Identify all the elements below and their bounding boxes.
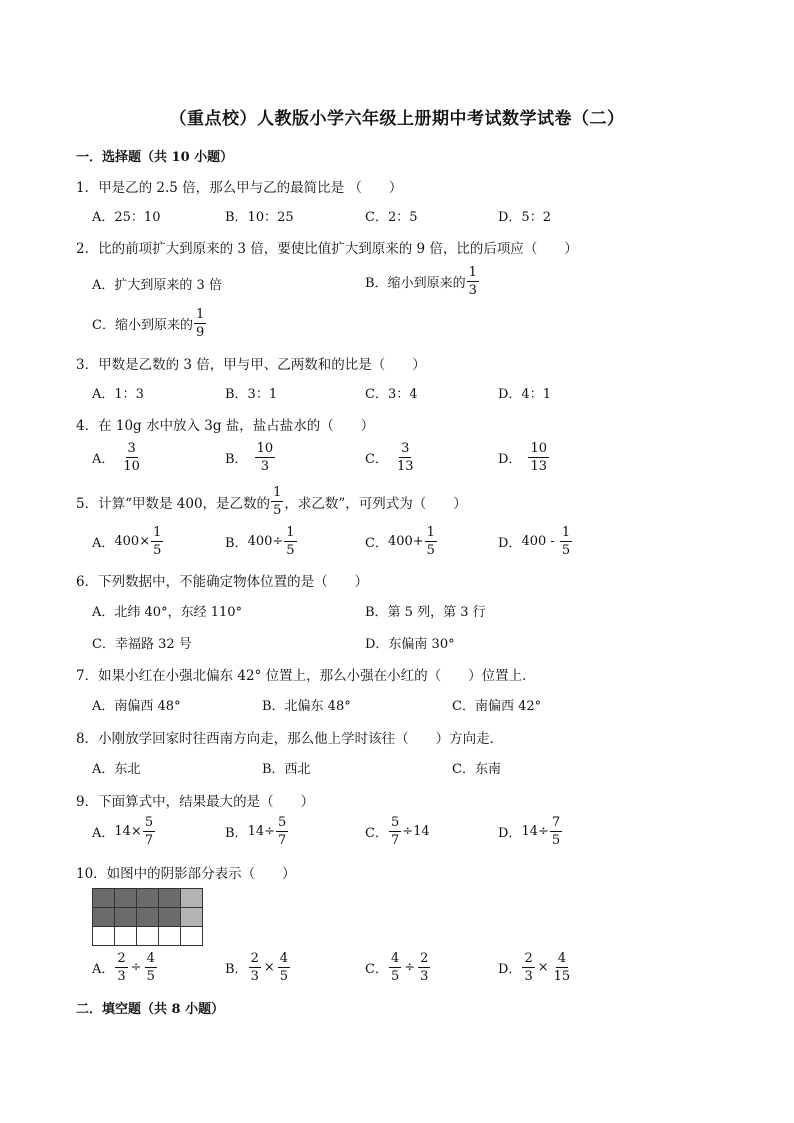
q8-option-b: B．西北 xyxy=(262,762,311,777)
denominator: 13 xyxy=(396,459,414,474)
option-label: D． xyxy=(498,536,522,551)
option-expr: 14× xyxy=(114,824,142,839)
question-8: 8．小刚放学回家时往西南方向走，那么他上学时该往（ ）方向走． xyxy=(76,731,504,747)
option-expr: ÷14 xyxy=(402,824,430,839)
grid-cell-empty xyxy=(115,927,137,946)
grid-cell-shaded xyxy=(137,889,159,908)
q5-option-a xyxy=(92,526,164,557)
denominator: 7 xyxy=(390,833,400,848)
option-expr: 14÷ xyxy=(247,824,275,839)
q9-option-c xyxy=(365,816,430,847)
q10-option-b xyxy=(225,952,291,983)
q5-option-d xyxy=(498,526,573,557)
option-label: B． xyxy=(225,962,248,977)
fraction xyxy=(284,526,296,557)
question-text: ，求乙数”，可列式为（ ） xyxy=(284,495,467,512)
numerator: 2 xyxy=(117,951,126,966)
denominator: 7 xyxy=(278,833,287,848)
numerator: 4 xyxy=(146,951,155,966)
option-label: D． xyxy=(498,962,522,977)
denominator: 3 xyxy=(468,283,477,298)
option-label: D． xyxy=(498,826,522,841)
fraction xyxy=(271,486,283,517)
question-4: 4．在 10g 水中放入 3g 盐，盐占盐水的（ ） xyxy=(76,418,375,434)
q1-option-a: A．25：10 xyxy=(92,210,161,225)
numerator: 1 xyxy=(153,525,162,540)
question-5 xyxy=(76,486,467,517)
fraction xyxy=(552,952,573,983)
q4-option-c xyxy=(365,442,417,473)
denominator: 13 xyxy=(530,459,547,474)
question-10: 10．如图中的阴影部分表示（ ） xyxy=(76,866,296,882)
fraction xyxy=(467,266,479,297)
q1-option-d: D．5：2 xyxy=(498,210,551,225)
denominator: 5 xyxy=(551,833,561,848)
option-expr: 14÷ xyxy=(521,824,549,839)
q6-option-b: B．第 5 列，第 3 行 xyxy=(365,605,486,620)
q6-option-c: C．幸福路 32 号 xyxy=(92,637,192,652)
question-6: 6．下列数据中，不能确定物体位置的是（ ） xyxy=(76,574,369,590)
denominator: 7 xyxy=(144,833,154,848)
numerator: 10 xyxy=(256,441,274,456)
fraction xyxy=(425,526,437,557)
q4-option-a xyxy=(92,442,143,473)
option-label: A． xyxy=(92,962,115,977)
numerator: 1 xyxy=(273,485,282,500)
option-label: B． xyxy=(225,452,248,467)
section-heading-choice: 一．选择题（共 10 小题） xyxy=(76,150,234,165)
fraction xyxy=(151,526,163,557)
q2-option-b xyxy=(365,266,480,297)
q10-option-d xyxy=(498,952,573,983)
q1-option-c: C．2：5 xyxy=(365,210,418,225)
numerator: 1 xyxy=(468,265,477,280)
option-label: B． xyxy=(225,536,248,551)
q8-option-a: A．东北 xyxy=(92,762,141,777)
numerator: 10 xyxy=(530,441,547,456)
numerator: 3 xyxy=(127,441,136,456)
numerator: 1 xyxy=(426,525,435,540)
grid-cell-light xyxy=(181,908,203,927)
option-label: B． xyxy=(225,826,248,841)
fraction xyxy=(121,442,142,473)
shaded-grid-figure xyxy=(92,888,203,946)
denominator: 3 xyxy=(420,969,429,984)
grid-cell-empty xyxy=(137,927,159,946)
numerator: 7 xyxy=(551,815,561,830)
q3-option-b: B．3：1 xyxy=(225,387,278,402)
q2-option-a: A．扩大到原来的 3 倍 xyxy=(92,278,222,293)
option-label: C． xyxy=(365,826,388,841)
numerator: 3 xyxy=(401,441,410,456)
option-expr: 400 - xyxy=(521,534,559,549)
question-3: 3．甲数是乙数的 3 倍，甲与甲、乙两数和的比是（ ） xyxy=(76,357,426,373)
grid-cell-shaded xyxy=(115,908,137,927)
q8-option-c: C．东南 xyxy=(452,762,501,777)
numerator: 5 xyxy=(278,815,287,830)
option-expr: 400÷ xyxy=(247,534,284,549)
q3-option-d: D．4：1 xyxy=(498,387,551,402)
q6-option-a: A．北纬 40°，东经 110° xyxy=(92,605,243,620)
option-text: 缩小到原来的 xyxy=(387,276,466,291)
denominator: 9 xyxy=(195,325,205,340)
q9-option-b xyxy=(225,816,289,847)
q4-option-d xyxy=(498,442,550,473)
numerator: 4 xyxy=(557,951,567,966)
denominator: 5 xyxy=(279,969,289,984)
question-2: 2．比的前项扩大到原来的 3 倍，要使比值扩大到原来的 9 倍，比的后项应（ ） xyxy=(76,241,578,257)
grid-cell-shaded xyxy=(115,889,137,908)
denominator: 3 xyxy=(250,969,259,984)
grid-cell-empty xyxy=(159,927,181,946)
operator: × xyxy=(263,960,275,975)
denominator: 3 xyxy=(117,969,126,984)
q3-option-a: A．1：3 xyxy=(92,387,144,402)
fraction xyxy=(143,816,155,847)
option-label: C． xyxy=(365,452,388,467)
option-label: B． xyxy=(365,276,388,291)
option-label: C． xyxy=(365,536,388,551)
fraction xyxy=(249,952,261,983)
grid-cell-light xyxy=(181,889,203,908)
grid-cell-shaded xyxy=(93,889,115,908)
q9-option-d xyxy=(498,816,563,847)
fraction xyxy=(255,442,276,473)
numerator: 1 xyxy=(561,525,571,540)
q10-option-a xyxy=(92,952,158,983)
q7-option-c: C．南偏西 42° xyxy=(452,699,542,714)
fraction xyxy=(115,952,127,983)
grid-cell-shaded xyxy=(159,889,181,908)
numerator: 5 xyxy=(144,815,154,830)
denominator: 3 xyxy=(260,459,269,474)
q3-option-c: C．3：4 xyxy=(365,387,418,402)
option-expr: 400× xyxy=(114,534,151,549)
page-title: （重点校）人教版小学六年级上册期中考试数学试卷（二） xyxy=(169,109,625,129)
q5-option-c xyxy=(365,526,438,557)
fraction xyxy=(550,816,562,847)
denominator: 5 xyxy=(273,503,282,518)
fraction xyxy=(389,816,401,847)
fraction xyxy=(395,442,416,473)
q10-option-c xyxy=(365,952,431,983)
option-text: 缩小到原来的 xyxy=(114,318,193,333)
question-9: 9．下面算式中，结果最大的是（ ） xyxy=(76,794,315,810)
q6-option-d: D．东偏南 30° xyxy=(365,637,455,652)
question-1: 1．甲是乙的 2.5 倍，那么甲与乙的最简比是 （ ） xyxy=(76,180,403,196)
grid-cell-shaded xyxy=(137,908,159,927)
operator: ÷ xyxy=(130,960,142,975)
denominator: 10 xyxy=(123,459,140,474)
option-expr: 400+ xyxy=(387,534,424,549)
option-label: A． xyxy=(92,452,115,467)
numerator: 4 xyxy=(390,951,400,966)
operator: × xyxy=(537,960,549,975)
numerator: 1 xyxy=(195,307,205,322)
numerator: 2 xyxy=(250,951,259,966)
denominator: 3 xyxy=(524,969,533,984)
denominator: 5 xyxy=(426,543,435,558)
denominator: 5 xyxy=(146,969,155,984)
fraction xyxy=(560,526,572,557)
fraction xyxy=(194,308,206,339)
question-7: 7．如果小红在小强北偏东 42° 位置上，那么小强在小红的（ ）位置上． xyxy=(76,668,536,684)
fraction xyxy=(528,442,549,473)
numerator: 4 xyxy=(279,951,289,966)
denominator: 5 xyxy=(561,543,571,558)
fraction xyxy=(145,952,157,983)
denominator: 5 xyxy=(286,543,295,558)
fraction xyxy=(389,952,401,983)
question-text: 5．计算“甲数是 400，是乙数的 xyxy=(76,495,271,512)
option-label: A． xyxy=(92,536,115,551)
fraction xyxy=(276,816,288,847)
option-label: D． xyxy=(498,452,522,467)
option-label: C． xyxy=(365,962,388,977)
q9-option-a xyxy=(92,816,156,847)
q4-option-b xyxy=(225,442,276,473)
grid-cell-shaded xyxy=(159,908,181,927)
q7-option-b: B．北偏东 48° xyxy=(262,699,351,714)
q2-option-c xyxy=(92,308,207,339)
option-label: C． xyxy=(92,318,115,333)
fraction xyxy=(278,952,290,983)
numerator: 2 xyxy=(524,951,533,966)
fraction xyxy=(418,952,430,983)
option-label: A． xyxy=(92,826,115,841)
q5-option-b xyxy=(225,526,298,557)
fraction xyxy=(522,952,534,983)
denominator: 15 xyxy=(553,969,571,984)
q1-option-b: B．10：25 xyxy=(225,210,294,225)
numerator: 1 xyxy=(286,525,295,540)
grid-cell-shaded xyxy=(93,908,115,927)
denominator: 5 xyxy=(153,543,162,558)
grid-cell-empty xyxy=(181,927,203,946)
denominator: 5 xyxy=(390,969,400,984)
operator: ÷ xyxy=(404,960,416,975)
numerator: 2 xyxy=(420,951,429,966)
numerator: 5 xyxy=(390,815,400,830)
q7-option-a: A．南偏西 48° xyxy=(92,699,181,714)
grid-cell-empty xyxy=(93,927,115,946)
section-heading-fill: 二．填空题（共 8 小题） xyxy=(76,1002,225,1017)
